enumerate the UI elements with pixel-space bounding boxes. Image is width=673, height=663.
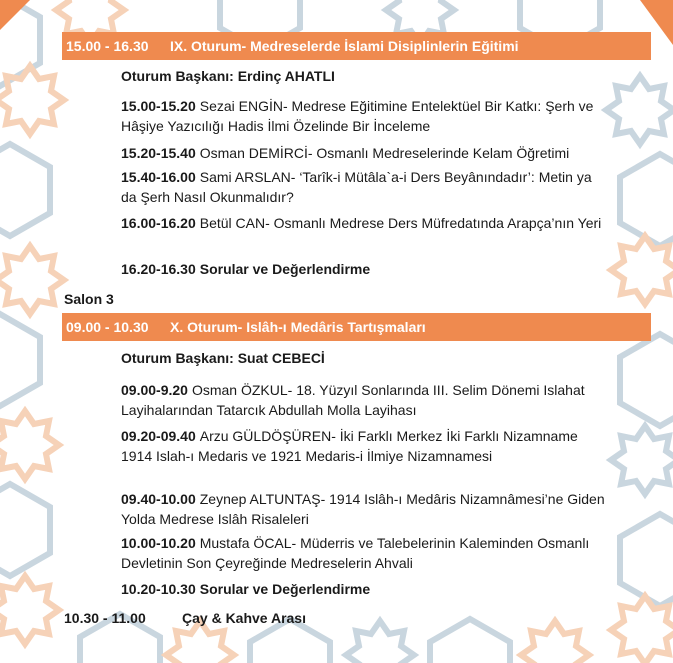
talk-time: 09.40-10.00: [121, 491, 196, 507]
session10-chair: Oturum Başkanı: Suat CEBECİ: [121, 350, 325, 366]
break-label: Çay & Kahve Arası: [182, 610, 306, 626]
session10-title: X. Oturum- Islâh-ı Medâris Tartışmaları: [170, 319, 426, 335]
talk-time: 09.20-09.40: [121, 428, 196, 444]
talk-text: Sorular ve Değerlendirme: [199, 261, 371, 277]
session9-header: [62, 32, 651, 60]
session10-talk-4: [121, 533, 611, 573]
session9-talk-4: [121, 213, 611, 233]
session9-discussion: [121, 259, 611, 279]
talk-time: 09.00-9.20: [121, 382, 188, 398]
talk-text: Sami ARSLAN- ‘Tarîk-i Mütâla`a-i Ders Beyânındadır’: Metin ya da Şerh Nasıl Okunmalıdır?: [121, 169, 592, 205]
session10-header: [62, 313, 651, 341]
session10-talk-2: [121, 426, 611, 466]
talk-time: 15.20-15.40: [121, 145, 196, 161]
session9-title: IX. Oturum- Medreselerde İslami Disiplinlerin Eğitimi: [170, 38, 519, 54]
session10-talk-3: [121, 489, 611, 529]
talk-text: Osman ÖZKUL- 18. Yüzyıl Sonlarında III. Selim Dönemi Islahat Layihalarından Tatarcık Abdullah Molla Layihası: [121, 382, 585, 418]
talk-text: Osman DEMİRCİ- Osmanlı Medreselerinde Kelam Öğretimi: [199, 145, 570, 161]
session9-time: 15.00 - 16.30: [66, 38, 149, 54]
break-time: 10.30 - 11.00: [64, 610, 146, 626]
talk-time: 15.00-15.20: [121, 98, 196, 114]
session10-talk-1: [121, 380, 611, 420]
talk-time: 10.00-10.20: [121, 535, 196, 551]
session9-chair: Oturum Başkanı: Erdinç AHATLI: [121, 68, 335, 84]
salon-label: Salon 3: [64, 291, 114, 307]
session9-talk-3: [121, 167, 611, 207]
session10-discussion: [121, 579, 611, 599]
talk-text: Betül CAN- Osmanlı Medrese Ders Müfredatında Arapça’nın Yeri: [199, 215, 602, 231]
talk-text: Zeynep ALTUNTAŞ- 1914 Islâh-ı Medâris Nizamnâmesi’ne Giden Yolda Medrese Islâh Risaleleri: [121, 491, 605, 527]
talk-time: 15.40-16.00: [121, 169, 196, 185]
talk-text: Mustafa ÖCAL- Müderris ve Talebelerinin Kaleminden Osmanlı Devletinin Son Çeyreğinde Medreselerin Ahvali: [121, 535, 590, 571]
session9-talk-1: [121, 96, 611, 136]
talk-text: Sezai ENGİN- Medrese Eğitimine Entelektüel Bir Katkı: Şerh ve Hâşiye Yazıcılığı Hadis İlmi Özelinde Bir İnceleme: [121, 98, 594, 134]
talk-text: Arzu GÜLDÖŞÜREN- İki Farklı Merkez İki Farklı Nizamname 1914 Islah-ı Medaris ve 1921 Medaris-i İlmiye Nizamnamesi: [121, 428, 578, 464]
session9-talk-2: [121, 143, 611, 163]
session10-time: 09.00 - 10.30: [66, 319, 149, 335]
talk-time: 16.20-16.30: [121, 261, 196, 277]
talk-time: 10.20-10.30: [121, 581, 196, 597]
talk-time: 16.00-16.20: [121, 215, 196, 231]
coffee-break: [64, 610, 306, 626]
talk-text: Sorular ve Değerlendirme: [199, 581, 371, 597]
